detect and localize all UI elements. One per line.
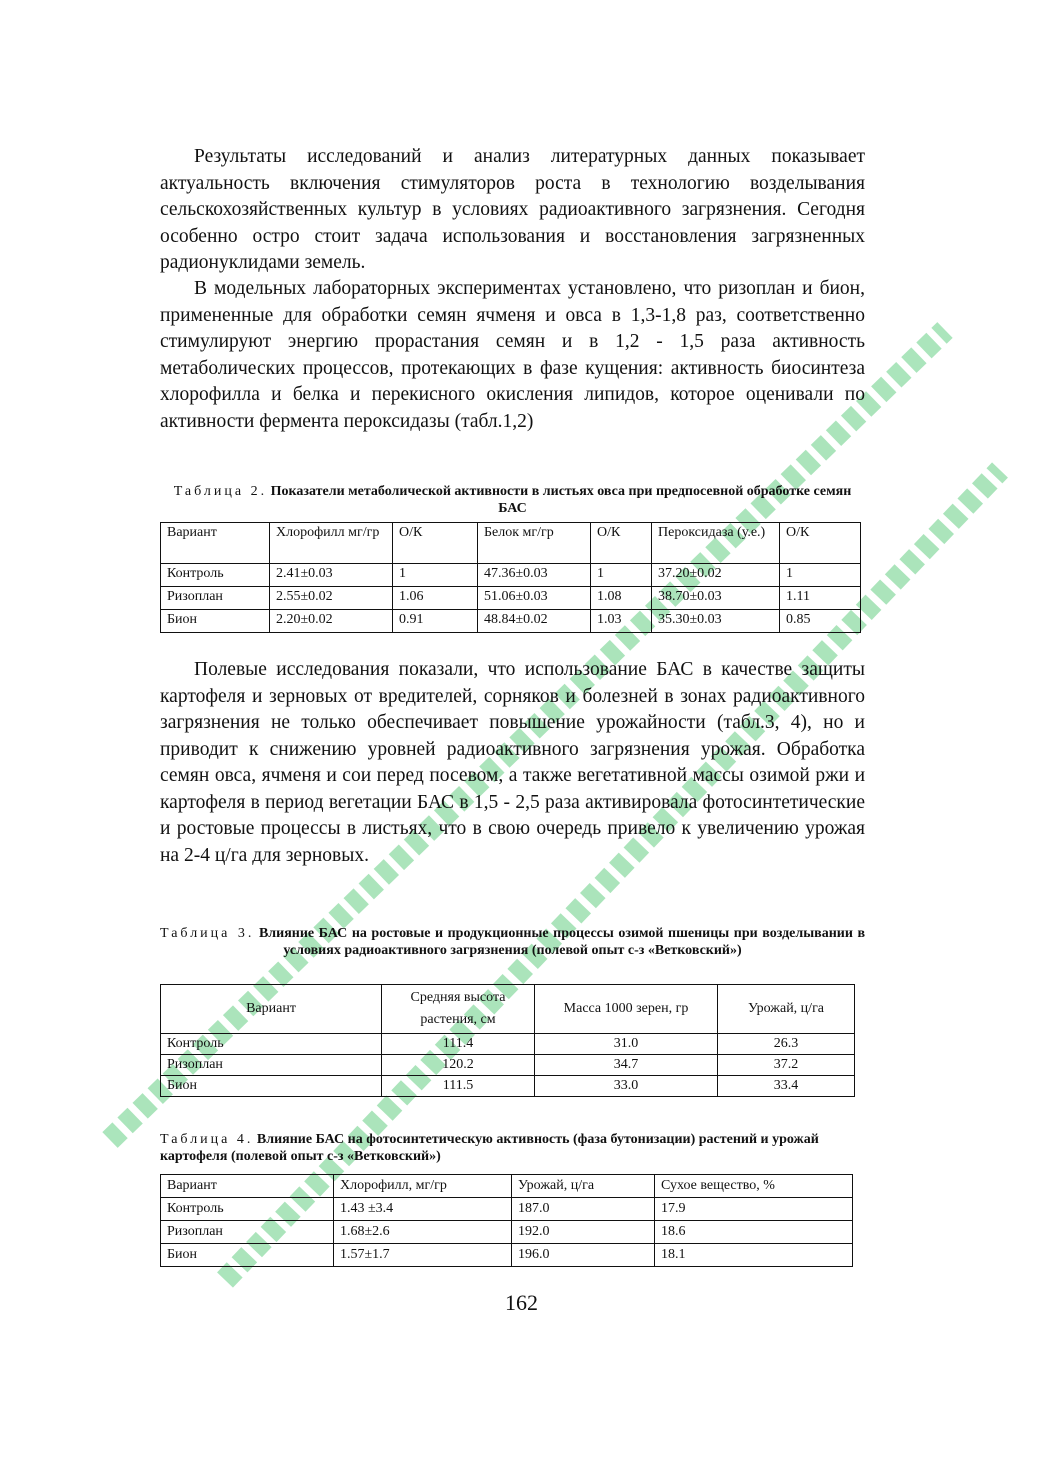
table-cell: 1.57±1.7	[334, 1244, 512, 1267]
paragraph-1: Результаты исследований и анализ литературных данных показывает актуальность включения стимуляторов роста в технологию возделывания сельскохозяйственных культур в условиях радиоактивного загрязнения. Сегодня особенно остро стоит задача использования и восстановления загрязненных радионуклидами земель.	[160, 146, 865, 273]
table-3-title: Влияние БАС на ростовые и продукционные процессы озимой пшеницы при возделывании в условиях радиоактивного загрязнения (полевой опыт с-з «Ветковский»)	[258, 926, 866, 958]
table-row	[161, 610, 861, 633]
table-cell: 31.0	[535, 1034, 718, 1055]
table-row	[161, 1198, 853, 1221]
table-row	[161, 587, 861, 610]
header-cell: Вариант	[161, 523, 270, 564]
table-cell: Ризоплан	[161, 1221, 334, 1244]
table-2-title: Показатели метаболической активности в листьях овса при предпосевной обработке семян БАС	[270, 484, 852, 516]
table-cell: 1	[591, 564, 652, 587]
table-cell: 18.1	[655, 1244, 853, 1267]
table-cell: 120.2	[382, 1055, 535, 1076]
table-header-row	[161, 985, 855, 1034]
table-row	[161, 1221, 853, 1244]
table-cell: 34.7	[535, 1055, 718, 1076]
header-cell: О/К	[780, 523, 861, 564]
table-header-row	[161, 1175, 853, 1198]
header-cell: Хлорофилл, мг/гр	[334, 1175, 512, 1198]
table-cell: 187.0	[512, 1198, 655, 1221]
table-cell: 1.03	[591, 610, 652, 633]
table-cell: 1.11	[780, 587, 861, 610]
table-cell: 2.41±0.03	[270, 564, 393, 587]
table-cell: 1.08	[591, 587, 652, 610]
table-cell: 48.84±0.02	[478, 610, 591, 633]
header-cell: Вариант	[161, 985, 382, 1034]
table-cell: 1.06	[393, 587, 478, 610]
table-cell: Бион	[161, 1244, 334, 1267]
table-4-label: Таблица 4.	[160, 1132, 254, 1147]
table-4	[160, 1174, 853, 1267]
table-cell: 51.06±0.03	[478, 587, 591, 610]
table-cell: 38.70±0.03	[652, 587, 780, 610]
table-cell: 18.6	[655, 1221, 853, 1244]
paragraph-2: В модельных лабораторных экспериментах установлено, что ризоплан и бион, примененные для обработки семян ячменя и овса в 1,3-1,8 раз, соответственно стимулируют энергию прорастания семян и в 1,2 - 1,5 раза активность метаболических процессов, протекающих в фазе кущения: активность биосинтеза хлорофилла и белка и перекисного окисления липидов, которое оценивали по активности фермента пероксидазы (табл.1,2)	[160, 278, 865, 432]
table-cell: Бион	[161, 610, 270, 633]
table-row	[161, 1244, 853, 1267]
table-2	[160, 522, 861, 633]
table-cell: 196.0	[512, 1244, 655, 1267]
table-cell: 37.2	[718, 1055, 855, 1076]
table-cell: 17.9	[655, 1198, 853, 1221]
header-cell: Пероксидаза (у.е.)	[652, 523, 780, 564]
table-3	[160, 984, 855, 1097]
table-row	[161, 1076, 855, 1097]
table-cell: Контроль	[161, 1034, 382, 1055]
header-cell: Белок мг/гр	[478, 523, 591, 564]
header-cell: Масса 1000 зерен, гр	[535, 985, 718, 1034]
header-cell: Хлорофилл мг/гр	[270, 523, 393, 564]
table-cell: Контроль	[161, 564, 270, 587]
table-cell: 33.4	[718, 1076, 855, 1097]
table-cell: 1.68±2.6	[334, 1221, 512, 1244]
table-cell: 35.30±0.03	[652, 610, 780, 633]
table-cell: Ризоплан	[161, 1055, 382, 1076]
header-cell: Вариант	[161, 1175, 334, 1198]
table-cell: 111.5	[382, 1076, 535, 1097]
table-cell: 0.91	[393, 610, 478, 633]
table-cell: 2.20±0.02	[270, 610, 393, 633]
table-4-title: Влияние БАС на фотосинтетическую активность (фаза бутонизации) растений и урожай картофеля (полевой опыт с-з «Ветковский»)	[160, 1132, 819, 1164]
table-cell: 1	[393, 564, 478, 587]
table-cell: Контроль	[161, 1198, 334, 1221]
table-2-label: Таблица 2.	[173, 484, 268, 499]
header-cell: Средняя высота растения, см	[382, 985, 535, 1034]
table-header-row	[161, 523, 861, 564]
table-cell: 192.0	[512, 1221, 655, 1244]
header-cell: Урожай, ц/га	[718, 985, 855, 1034]
table-cell: 1.43 ±3.4	[334, 1198, 512, 1221]
table-cell: 1	[780, 564, 861, 587]
header-cell: Сухое вещество, %	[655, 1175, 853, 1198]
table-cell: 47.36±0.03	[478, 564, 591, 587]
header-cell: О/К	[591, 523, 652, 564]
table-3-caption	[160, 925, 865, 959]
table-cell: 111.4	[382, 1034, 535, 1055]
table-row	[161, 564, 861, 587]
table-3-label: Таблица 3.	[160, 926, 255, 941]
table-cell: Бион	[161, 1076, 382, 1097]
table-cell: 37.20±0.02	[652, 564, 780, 587]
table-cell: Ризоплан	[161, 587, 270, 610]
table-4-caption	[160, 1131, 865, 1165]
paragraph-3: Полевые исследования показали, что использование БАС в качестве защиты картофеля и зерновых от вредителей, сорняков и болезней в зонах радиоактивного загрязнения не только обеспечивает повышение урожайности (табл.3, 4), но и приводит к снижению уровней радиоактивного загрязнения урожая. Обработка семян овса, ячменя и сои перед посевом, а также вегетативной массы озимой ржи и картофеля в период вегетации БАС в 1,5 - 2,5 раза активировала фотосинтетические и ростовые процессы в листьях, что в свою очередь привело к увеличению урожая на 2-4 ц/га для зерновых.	[160, 659, 865, 866]
table-row	[161, 1055, 855, 1076]
table-row	[161, 1034, 855, 1055]
table-cell: 2.55±0.02	[270, 587, 393, 610]
page-number: 162	[505, 1290, 538, 1315]
table-cell: 26.3	[718, 1034, 855, 1055]
header-cell: О/К	[393, 523, 478, 564]
table-2-caption	[160, 483, 865, 517]
table-cell: 0.85	[780, 610, 861, 633]
header-cell: Урожай, ц/га	[512, 1175, 655, 1198]
table-cell: 33.0	[535, 1076, 718, 1097]
